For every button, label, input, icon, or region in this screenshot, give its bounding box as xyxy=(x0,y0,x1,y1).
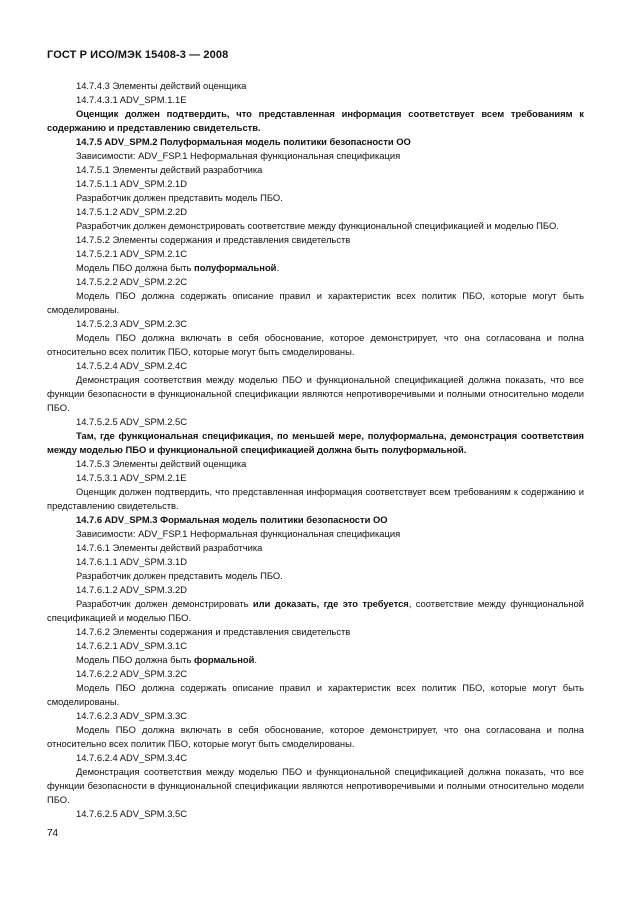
paragraph-text: Там, где функциональная спецификация, по меньшей мере, полуформальна, демонстрация соответствия между моделью ПБО и функциональной спецификацией должна быть полуформальной. xyxy=(47,430,584,455)
paragraph xyxy=(47,317,584,331)
paragraph-text: 14.7.5.3 Элементы действий оценщика xyxy=(76,458,247,469)
paragraph xyxy=(47,807,584,821)
paragraph xyxy=(47,289,584,317)
paragraph xyxy=(47,373,584,415)
paragraph-text: 14.7.5.2 Элементы содержания и представления свидетельств xyxy=(76,234,351,245)
paragraph xyxy=(47,177,584,191)
paragraph xyxy=(47,555,584,569)
paragraph xyxy=(47,569,584,583)
paragraph xyxy=(47,541,584,555)
paragraph xyxy=(47,93,584,107)
paragraph-text-tail: , соответствие между функциональной спецификацией и моделью ПБО. xyxy=(47,598,584,623)
paragraph-text: Разработчик должен представить модель ПБО. xyxy=(76,570,283,581)
paragraph xyxy=(47,261,584,275)
paragraph-text: 14.7.5.2.5 ADV_SPM.2.5C xyxy=(76,416,188,427)
paragraph-text: 14.7.5.2.2 ADV_SPM.2.2C xyxy=(76,276,188,287)
paragraph xyxy=(47,653,584,667)
paragraph xyxy=(47,415,584,429)
paragraph xyxy=(47,219,584,233)
paragraph-text: Разработчик должен представить модель ПБО. xyxy=(76,192,283,203)
paragraph xyxy=(47,331,584,359)
page-body xyxy=(47,79,584,821)
paragraph xyxy=(47,527,584,541)
paragraph xyxy=(47,163,584,177)
paragraph xyxy=(47,275,584,289)
paragraph-text: 14.7.5.2.3 ADV_SPM.2.3C xyxy=(76,318,188,329)
paragraph-text: 14.7.6 ADV_SPM.3 Формальная модель политики безопасности ОО xyxy=(76,514,388,525)
paragraph xyxy=(47,135,584,149)
paragraph xyxy=(47,723,584,751)
paragraph xyxy=(47,471,584,485)
paragraph-text: Модель ПБО должна быть xyxy=(76,262,195,273)
paragraph-text: 14.7.5.1 Элементы действий разработчика xyxy=(76,164,263,175)
paragraph xyxy=(47,751,584,765)
paragraph-text: 14.7.6.2.3 ADV_SPM.3.3C xyxy=(76,710,188,721)
paragraph xyxy=(47,457,584,471)
paragraph-text: 14.7.5.2.4 ADV_SPM.2.4C xyxy=(76,360,188,371)
paragraph-text: 14.7.6.1.2 ADV_SPM.3.2D xyxy=(76,584,188,595)
paragraph-text: 14.7.6.1.1 ADV_SPM.3.1D xyxy=(76,556,188,567)
paragraph-text: 14.7.5 ADV_SPM.2 Полуформальная модель политики безопасности ОО xyxy=(76,136,411,147)
paragraph xyxy=(47,625,584,639)
paragraph-text: Демонстрация соответствия между моделью ПБО и функциональной спецификацией должна показать, что все функции безопасности в функциональной спецификации являются непротиворечивыми и полными относительно модели ПБО. xyxy=(47,374,584,413)
paragraph xyxy=(47,765,584,807)
paragraph-text: 14.7.6.1 Элементы действий разработчика xyxy=(76,542,263,553)
paragraph xyxy=(47,149,584,163)
paragraph xyxy=(47,107,584,135)
paragraph xyxy=(47,359,584,373)
paragraph-text: 14.7.6.2.2 ADV_SPM.3.2C xyxy=(76,668,188,679)
paragraph-bold-text: полуформальной xyxy=(194,262,277,273)
paragraph-text: 14.7.6.2.5 ADV_SPM.3.5C xyxy=(76,808,188,819)
paragraph-text: Модель ПБО должна включать в себя обоснование, которое демонстрирует, что она согласована и полна относительно всех политик ПБО, которые могут быть смоделированы. xyxy=(47,332,584,357)
paragraph-text: Оценщик должен подтвердить, что представленная информация соответствует всем требованиям к содержанию и представлению свидетельств. xyxy=(47,486,584,511)
paragraph-text: 14.7.6.2.1 ADV_SPM.3.1C xyxy=(76,640,188,651)
paragraph-text: Разработчик должен демонстрировать xyxy=(76,598,253,609)
paragraph-text: Модель ПБО должна содержать описание правил и характеристик всех политик ПБО, которые могут быть смоделированы. xyxy=(47,682,584,707)
paragraph-text: Модель ПБО должна включать в себя обоснование, которое демонстрирует, что она согласована и полна относительно всех политик ПБО, которые могут быть смоделированы. xyxy=(47,724,584,749)
paragraph-text: Зависимости: ADV_FSP.1 Неформальная функциональная спецификация xyxy=(76,150,401,161)
paragraph-text: 14.7.4.3 Элементы действий оценщика xyxy=(76,80,247,91)
paragraph-text: 14.7.5.1.2 ADV_SPM.2.2D xyxy=(76,206,188,217)
paragraph xyxy=(47,233,584,247)
paragraph xyxy=(47,667,584,681)
paragraph xyxy=(47,247,584,261)
paragraph-text: 14.7.6.2 Элементы содержания и представления свидетельств xyxy=(76,626,351,637)
paragraph xyxy=(47,191,584,205)
paragraph-text: 14.7.4.3.1 ADV_SPM.1.1E xyxy=(76,94,187,105)
paragraph xyxy=(47,79,584,93)
paragraph xyxy=(47,583,584,597)
paragraph-text: 14.7.5.3.1 ADV_SPM.2.1E xyxy=(76,472,187,483)
paragraph xyxy=(47,681,584,709)
paragraph xyxy=(47,205,584,219)
paragraph-text: Оценщик должен подтвердить, что представленная информация соответствует всем требованиям к содержанию и представлению свидетельств. xyxy=(47,108,584,133)
paragraph-text: Модель ПБО должна быть xyxy=(76,654,195,665)
paragraph-text: Модель ПБО должна содержать описание правил и характеристик всех политик ПБО, которые могут быть смоделированы. xyxy=(47,290,584,315)
paragraph-text-tail: . xyxy=(276,262,280,273)
paragraph xyxy=(47,639,584,653)
paragraph-text: Демонстрация соответствия между моделью ПБО и функциональной спецификацией должна показать, что все функции безопасности в функциональной спецификации являются непротиворечивыми и полными относительно модели ПБО. xyxy=(47,766,584,805)
paragraph-text: 14.7.6.2.4 ADV_SPM.3.4C xyxy=(76,752,188,763)
paragraph-text: 14.7.5.1.1 ADV_SPM.2.1D xyxy=(76,178,188,189)
paragraph xyxy=(47,485,584,513)
paragraph xyxy=(47,709,584,723)
paragraph-bold-text: или доказать, где это требуется xyxy=(252,598,409,609)
paragraph-bold-text: формальной xyxy=(194,654,255,665)
paragraph-text: Зависимости: ADV_FSP.1 Неформальная функциональная спецификация xyxy=(76,528,401,539)
paragraph-text-tail: . xyxy=(254,654,257,665)
paragraph xyxy=(47,597,584,625)
paragraph xyxy=(47,429,584,457)
paragraph-text: 14.7.5.2.1 ADV_SPM.2.1C xyxy=(76,248,188,259)
page-number: 74 xyxy=(47,828,59,839)
paragraph xyxy=(47,513,584,527)
document-header: ГОСТ Р ИСО/МЭК 15408-3 — 2008 xyxy=(47,49,229,61)
paragraph-text: Разработчик должен демонстрировать соответствие между функциональной спецификацией и моделью ПБО. xyxy=(76,220,559,231)
